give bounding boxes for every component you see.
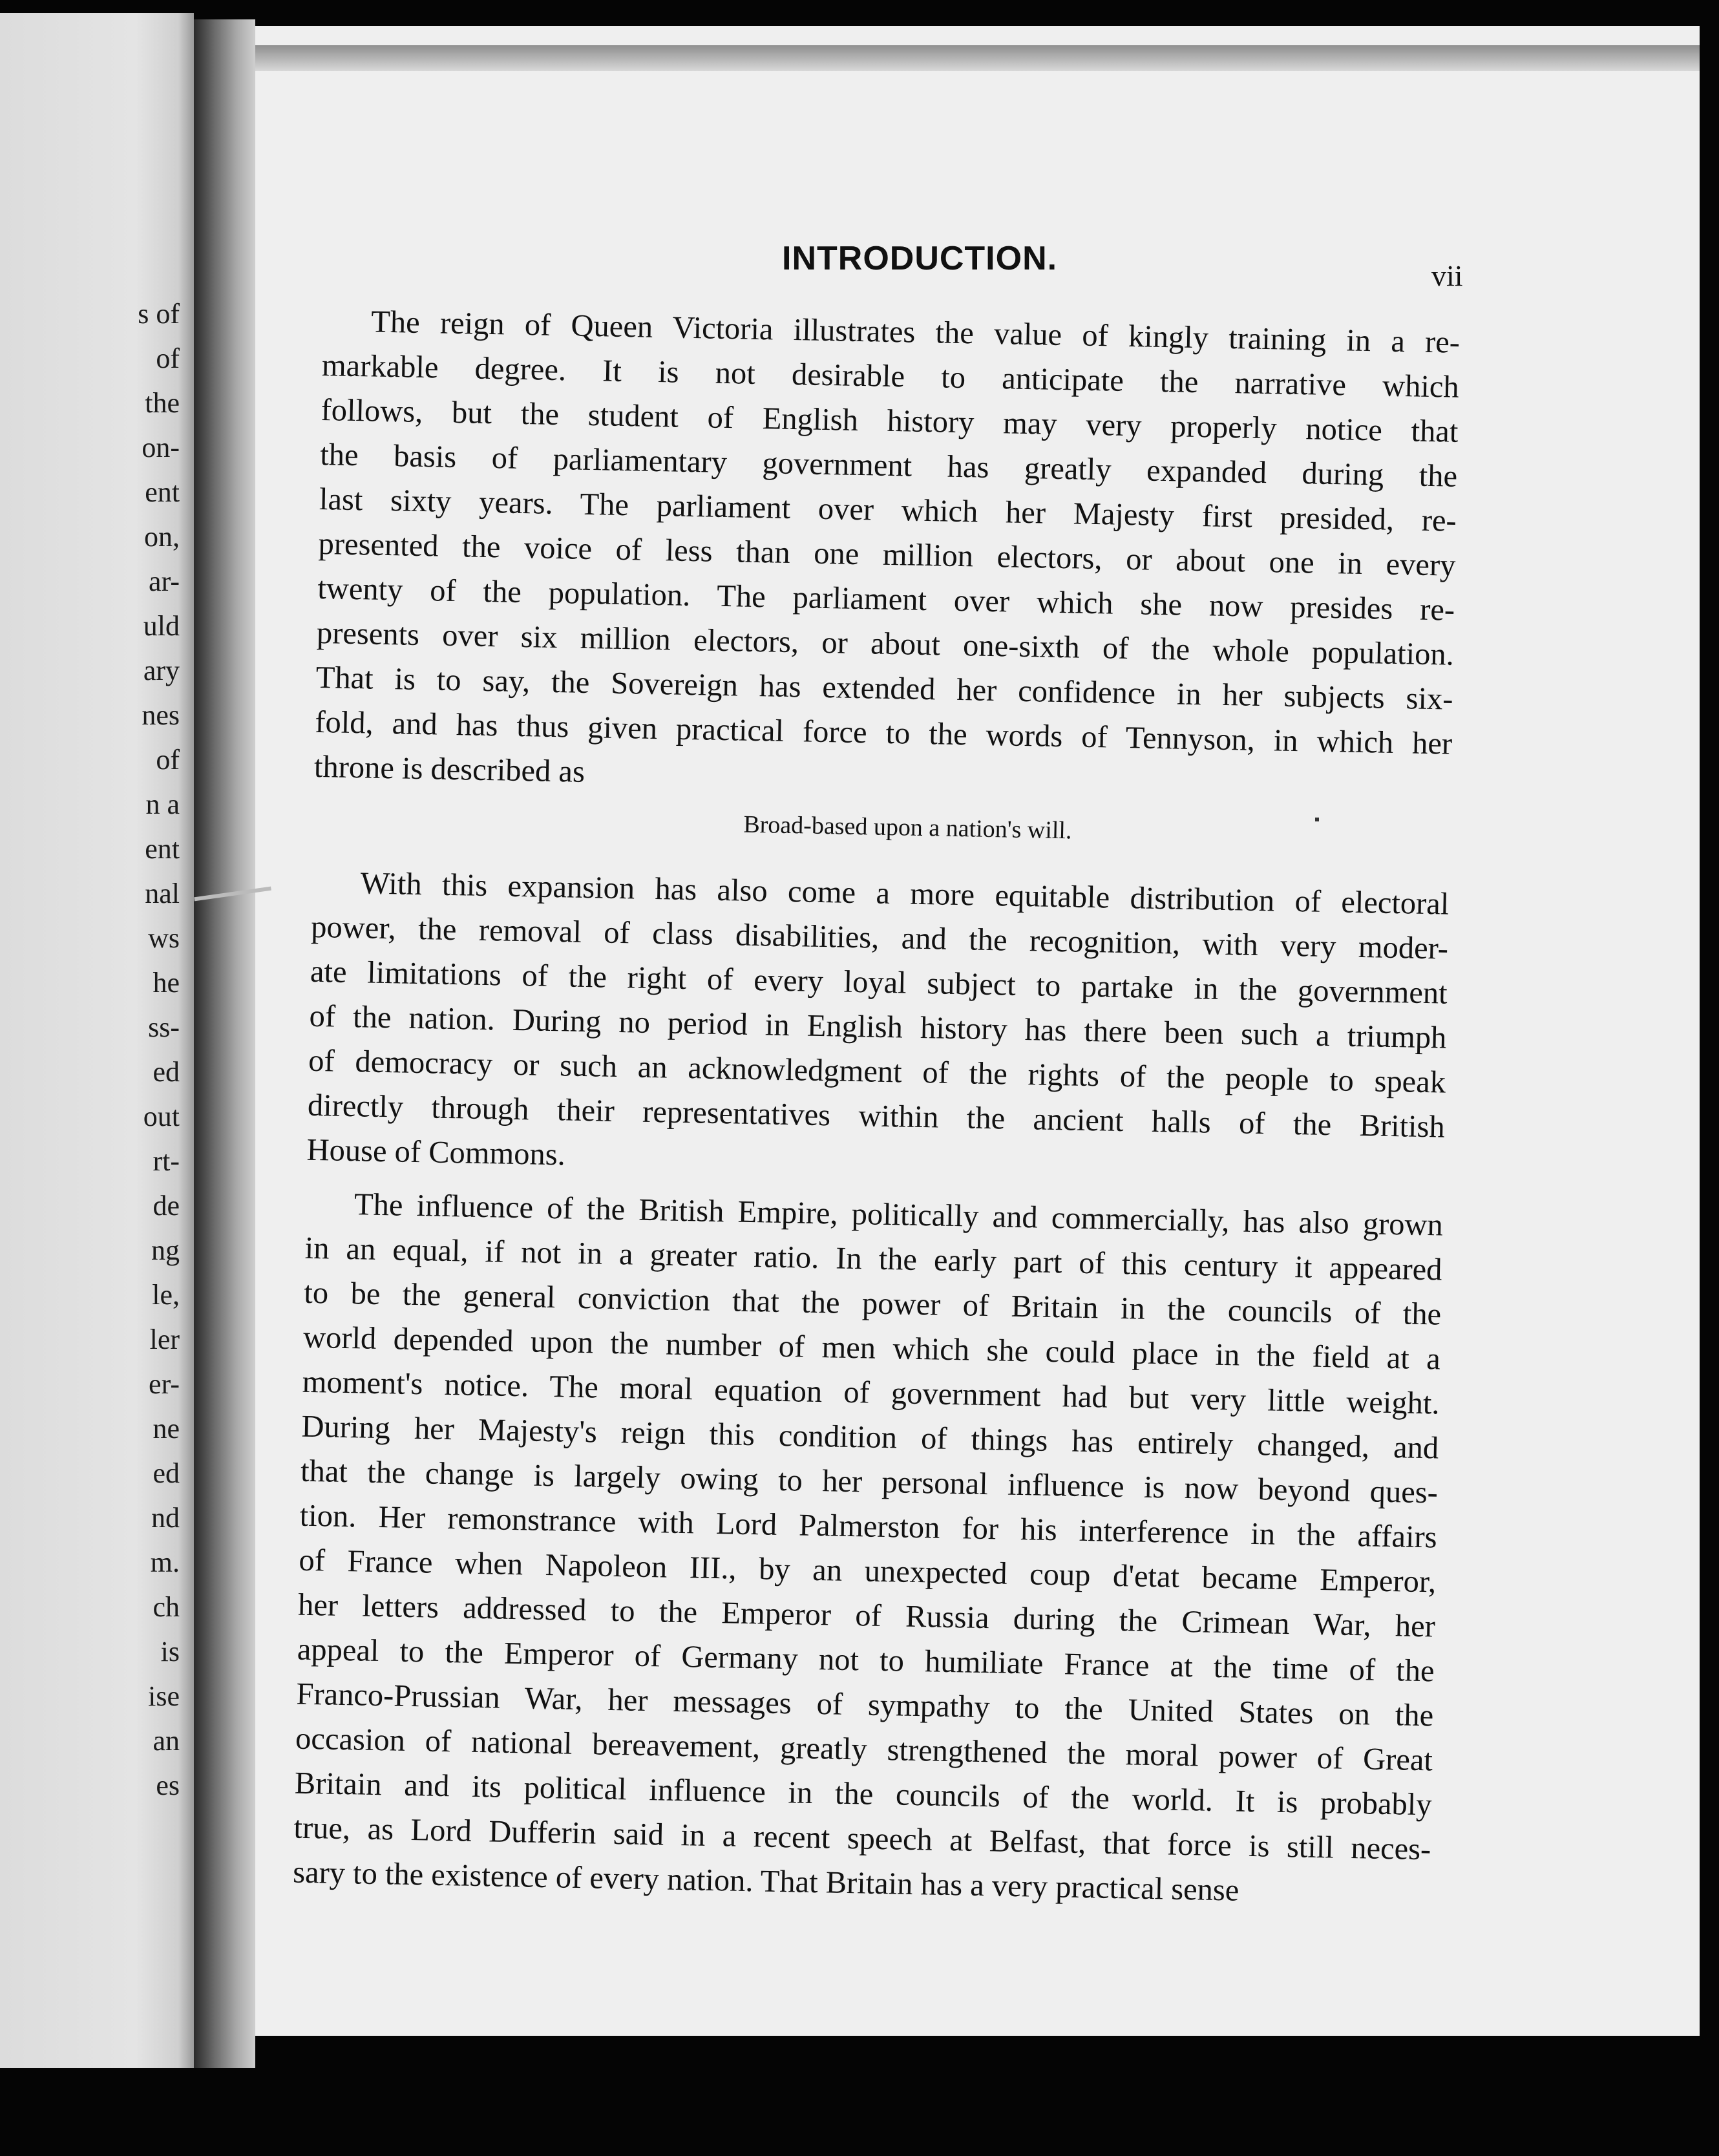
left-page-fragment: ws [148, 922, 180, 954]
left-page-fragment: ent [145, 476, 180, 508]
text-line: to be the general conviction that the power of Britain in the councils of the [303, 1275, 1442, 1332]
text-line: That is to say, the Sovereign has extended her confidence in her subjects six- [315, 660, 1453, 717]
left-page-fragment: out [143, 1101, 180, 1132]
left-page-fragment: nal [145, 878, 180, 909]
text-line: tion. Her remonstrance with Lord Palmerston for his interference in the affairs [299, 1498, 1438, 1555]
left-page-fragment: m. [150, 1547, 180, 1578]
left-page-fragment: ch [153, 1591, 180, 1623]
left-page-fragment: ss- [148, 1011, 180, 1043]
left-page-fragment: he [153, 967, 180, 999]
text-line: in an equal, if not in a greater ratio. In the early part of this century it appeared [304, 1231, 1442, 1287]
text-line: The reign of Queen Victoria illustrates the value of kingly training in a re- [370, 304, 1461, 360]
text-line: of democracy or such an acknowledgment of the rights of the people to speak [308, 1043, 1446, 1100]
text-line: moment's notice. The moral equation of government had but very little weight. [302, 1364, 1440, 1421]
left-page-fragment: ne [153, 1413, 180, 1444]
left-page-fragment: de [153, 1190, 180, 1221]
text-line: ate limitations of the right of every loyal subject to partake in the government [310, 954, 1448, 1011]
text-line: sary to the existence of every nation. That Britain has a very practical sense [292, 1855, 1239, 1908]
left-page-fragment: ary [143, 655, 180, 686]
book-gutter-shadow [194, 19, 255, 2068]
left-page-fragment: es [156, 1770, 180, 1801]
left-page-fragment: ng [151, 1234, 180, 1266]
page-number: vii [1431, 259, 1463, 292]
left-page-fragment: ar- [149, 565, 180, 597]
text-line: directly through their representatives within the ancient halls of the British [307, 1088, 1446, 1145]
text-line: of the nation. During no period in English history has there been such a triumph [309, 999, 1447, 1055]
left-page-fragment: on, [144, 521, 180, 553]
left-page-fragment: rt- [153, 1145, 180, 1177]
text-line: that the change is largely owing to her personal influence is now beyond ques- [300, 1453, 1439, 1510]
paragraph [293, 1181, 1444, 1917]
page-top-edge [255, 45, 1700, 71]
left-page-fragment: ise [148, 1680, 180, 1712]
text-line: presented the voice of less than one million electors, or about one in every [318, 526, 1456, 583]
left-page-fragment: nd [151, 1502, 180, 1534]
left-page [0, 13, 194, 2068]
left-page-fragment: ed [153, 1056, 180, 1088]
text-line: Franco-Prussian War, her messages of sympathy to the United States on the [296, 1676, 1434, 1733]
left-page-fragment: of [156, 343, 180, 374]
text-line: world depended upon the number of men which she could place in the field at a [302, 1320, 1441, 1377]
left-page-fragment: the [145, 387, 180, 419]
left-page-fragment: nes [142, 699, 180, 731]
text-line: follows, but the student of English history may very properly notice that [321, 392, 1459, 449]
left-page-fragment: ent [145, 833, 180, 865]
text-line: power, the removal of class disabilities, and the recognition, with very moder- [310, 909, 1449, 966]
left-page-fragment: n a [145, 788, 180, 820]
paragraph [306, 860, 1450, 1194]
text-line: the basis of parliamentary government has greatly expanded during the [319, 437, 1458, 494]
left-page-fragment: an [153, 1725, 180, 1757]
verse-quotation: Broad-based upon a nation's will. [743, 810, 1072, 845]
running-head: INTRODUCTION. [782, 240, 1058, 277]
page-body-text [292, 299, 1460, 1925]
text-line: House of Commons. [306, 1132, 566, 1172]
paragraph [313, 299, 1460, 811]
left-page-fragment: s of [138, 298, 180, 330]
text-line: occasion of national bereavement, greatly strengthened the moral power of Great [295, 1721, 1433, 1778]
text-line: presents over six million electors, or about one-sixth of the whole population. [316, 615, 1455, 672]
text-line: throne is described as [313, 749, 585, 789]
left-page-fragment: er- [149, 1368, 180, 1400]
text-line: With this expansion has also come a more equitable distribution of electoral [360, 866, 1450, 922]
text-line: last sixty years. The parliament over which her Majesty first presided, re- [319, 481, 1457, 538]
text-line: appeal to the Emperor of Germany not to humiliate France at the time of the [297, 1632, 1435, 1689]
text-line: markable degree. It is not desirable to anticipate the narrative which [321, 348, 1460, 405]
left-page-fragment: is [160, 1636, 180, 1667]
left-page-fragment: le, [152, 1279, 180, 1311]
text-line: true, as Lord Dufferin said in a recent speech at Belfast, that force is still neces- [293, 1810, 1431, 1867]
text-line: fold, and has thus given practical force to the words of Tennyson, in which her [314, 704, 1453, 761]
left-page-fragment: of [156, 744, 180, 776]
text-line: The influence of the British Empire, politically and commercially, has also grown [353, 1187, 1444, 1243]
left-page-fragment: uld [143, 610, 180, 642]
scan-speck [1315, 818, 1319, 821]
text-line: twenty of the population. The parliament over which she now presides re- [317, 571, 1455, 628]
text-line: During her Majesty's reign this condition of things has entirely changed, and [301, 1409, 1439, 1466]
text-line: Britain and its political influence in the councils of the world. It is probably [294, 1766, 1433, 1823]
text-line: of France when Napoleon III., by an unexpected coup d'etat became Emperor, [299, 1543, 1437, 1600]
text-line: her letters addressed to the Emperor of Russia during the Crimean War, her [297, 1587, 1436, 1644]
left-page-fragment: ed [153, 1457, 180, 1489]
left-page-fragment: ler [149, 1324, 180, 1355]
left-page-fragment: on- [142, 432, 180, 463]
